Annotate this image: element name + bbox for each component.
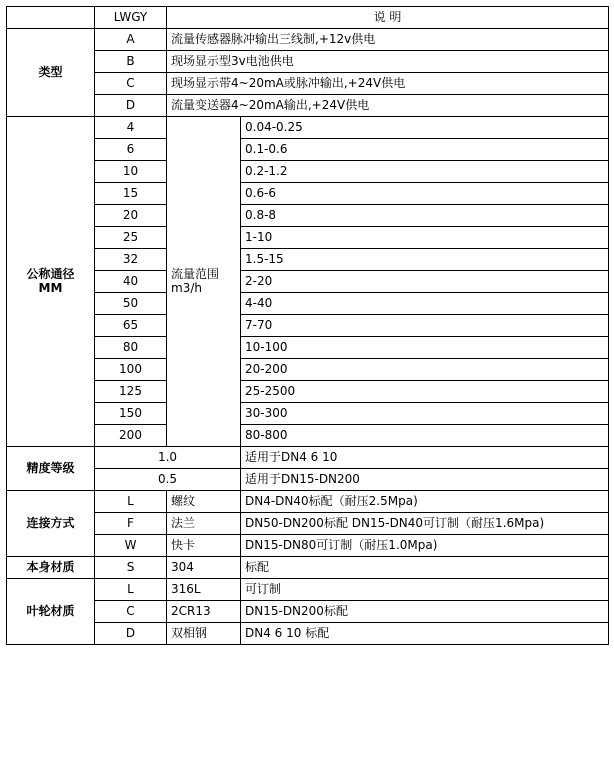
type-desc: 现场显示型3v电池供电	[167, 51, 609, 73]
diameter-size: 200	[95, 425, 167, 447]
table-row	[7, 51, 609, 73]
connection-name: 法兰	[167, 513, 241, 535]
flow-range-value: 0.8-8	[241, 205, 609, 227]
table-row	[7, 337, 609, 359]
table-row	[7, 29, 609, 51]
impeller-material-desc: DN4 6 10 标配	[241, 623, 609, 645]
flow-range-value: 30-300	[241, 403, 609, 425]
flow-range-value: 0.04-0.25	[241, 117, 609, 139]
impeller-material-name: 2CR13	[167, 601, 241, 623]
table-row	[7, 205, 609, 227]
type-code: C	[95, 73, 167, 95]
connection-desc: DN4-DN40标配（耐压2.5Mpa)	[241, 491, 609, 513]
accuracy-desc: 适用于DN4 6 10	[241, 447, 609, 469]
diameter-size: 20	[95, 205, 167, 227]
diameter-size: 10	[95, 161, 167, 183]
flow-range-value: 0.2-1.2	[241, 161, 609, 183]
table-row	[7, 315, 609, 337]
diameter-size: 32	[95, 249, 167, 271]
diameter-size: 65	[95, 315, 167, 337]
table-row	[7, 183, 609, 205]
flow-range-value: 0.6-6	[241, 183, 609, 205]
type-code: B	[95, 51, 167, 73]
diameter-size: 50	[95, 293, 167, 315]
type-desc: 现场显示带4~20mA或脉冲输出,+24V供电	[167, 73, 609, 95]
table-row	[7, 249, 609, 271]
type-code: D	[95, 95, 167, 117]
table-row	[7, 73, 609, 95]
nominal-diameter-label-line2: MM	[38, 280, 63, 295]
flow-range-label	[167, 117, 241, 447]
table-row	[7, 161, 609, 183]
table-row	[7, 535, 609, 557]
header-model: LWGY	[95, 7, 167, 29]
impeller-material-code: C	[95, 601, 167, 623]
connection-code: F	[95, 513, 167, 535]
table-header-row	[7, 7, 609, 29]
table-row	[7, 579, 609, 601]
connection-name: 快卡	[167, 535, 241, 557]
body-material-name: 304	[167, 557, 241, 579]
section-label-connection: 连接方式	[7, 491, 95, 557]
flow-range-value: 1-10	[241, 227, 609, 249]
table-row	[7, 601, 609, 623]
impeller-material-name: 双相钢	[167, 623, 241, 645]
table-row	[7, 491, 609, 513]
accuracy-desc: 适用于DN15-DN200	[241, 469, 609, 491]
connection-code: W	[95, 535, 167, 557]
impeller-material-desc: 可订制	[241, 579, 609, 601]
diameter-size: 150	[95, 403, 167, 425]
diameter-size: 80	[95, 337, 167, 359]
impeller-material-name: 316L	[167, 579, 241, 601]
connection-code: L	[95, 491, 167, 513]
flow-range-value: 20-200	[241, 359, 609, 381]
connection-name: 螺纹	[167, 491, 241, 513]
table-row	[7, 557, 609, 579]
flow-range-value: 0.1-0.6	[241, 139, 609, 161]
table-row	[7, 95, 609, 117]
table-row	[7, 513, 609, 535]
diameter-size: 125	[95, 381, 167, 403]
type-desc: 流量传感器脉冲输出三线制,+12v供电	[167, 29, 609, 51]
table-row	[7, 447, 609, 469]
flow-range-value: 1.5-15	[241, 249, 609, 271]
impeller-material-code: L	[95, 579, 167, 601]
flow-range-value: 7-70	[241, 315, 609, 337]
section-label-impeller-material: 叶轮材质	[7, 579, 95, 645]
section-label-body-material: 本身材质	[7, 557, 95, 579]
specification-table	[6, 6, 609, 645]
flow-range-value: 4-40	[241, 293, 609, 315]
table-row	[7, 623, 609, 645]
section-label-nominal-diameter	[7, 117, 95, 447]
flow-range-value: 10-100	[241, 337, 609, 359]
table-row	[7, 381, 609, 403]
connection-desc: DN15-DN80可订制（耐压1.0Mpa)	[241, 535, 609, 557]
accuracy-grade: 1.0	[95, 447, 241, 469]
nominal-diameter-label-line1: 公称通径	[26, 266, 75, 281]
table-row	[7, 403, 609, 425]
diameter-size: 25	[95, 227, 167, 249]
table-row	[7, 293, 609, 315]
table-row	[7, 271, 609, 293]
diameter-size: 40	[95, 271, 167, 293]
flow-range-value: 25-2500	[241, 381, 609, 403]
impeller-material-code: D	[95, 623, 167, 645]
accuracy-grade: 0.5	[95, 469, 241, 491]
flow-range-label-line2: m3/h	[171, 280, 202, 295]
type-code: A	[95, 29, 167, 51]
diameter-size: 6	[95, 139, 167, 161]
header-blank	[7, 7, 95, 29]
table-row	[7, 359, 609, 381]
connection-desc: DN50-DN200标配 DN15-DN40可订制（耐压1.6Mpa)	[241, 513, 609, 535]
section-label-type: 类型	[7, 29, 95, 117]
diameter-size: 15	[95, 183, 167, 205]
diameter-size: 4	[95, 117, 167, 139]
flow-range-label-line1: 流量范围	[171, 266, 220, 281]
flow-range-value: 2-20	[241, 271, 609, 293]
section-label-accuracy: 精度等级	[7, 447, 95, 491]
body-material-desc: 标配	[241, 557, 609, 579]
impeller-material-desc: DN15-DN200标配	[241, 601, 609, 623]
table-row	[7, 117, 609, 139]
table-row	[7, 139, 609, 161]
table-row	[7, 227, 609, 249]
table-row	[7, 425, 609, 447]
header-description: 说 明	[167, 7, 609, 29]
body-material-code: S	[95, 557, 167, 579]
type-desc: 流量变送器4~20mA输出,+24V供电	[167, 95, 609, 117]
diameter-size: 100	[95, 359, 167, 381]
flow-range-value: 80-800	[241, 425, 609, 447]
table-row	[7, 469, 609, 491]
